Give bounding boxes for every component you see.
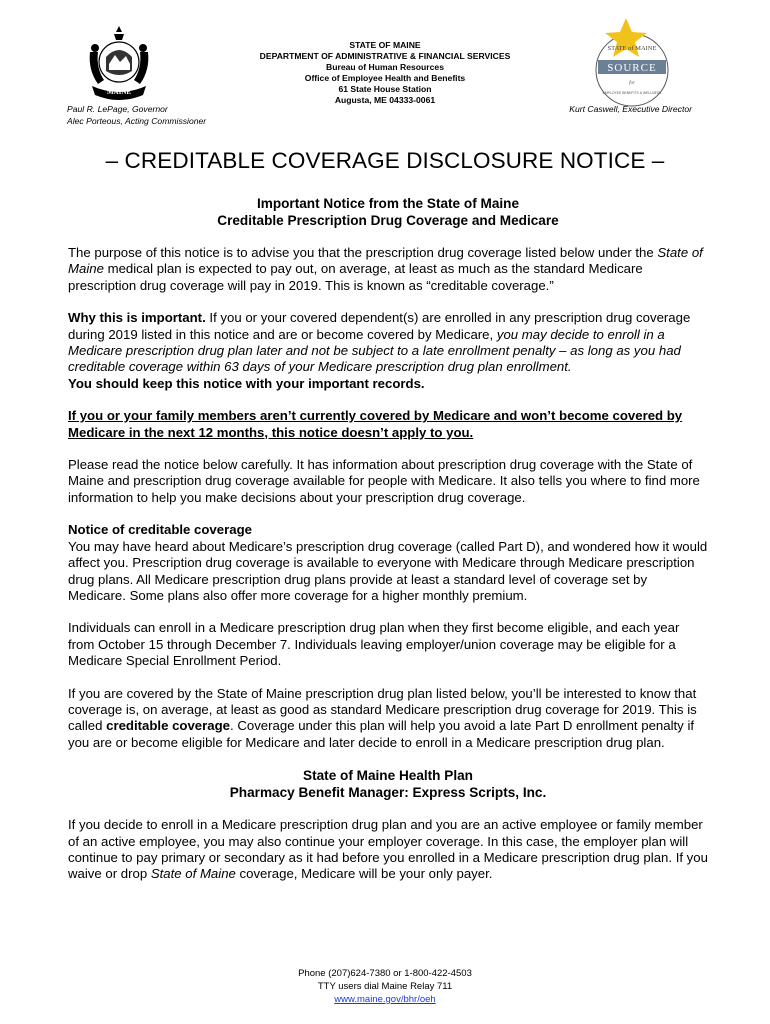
purpose-paragraph (68, 245, 708, 294)
italic-span: State of Maine (150, 866, 236, 882)
footer-contact (0, 967, 770, 1006)
italic-span: you may decide to enroll in a Medicare prescription drug plan later and not be subject to a late enrollment penalty – as long as you had creditable coverage within 63 days of your Medicare prescription drug plan enrollment. (68, 326, 681, 375)
state-name: STATE OF MAINE (349, 40, 421, 50)
officials-left (67, 104, 206, 127)
keep-notice-text: You should keep this notice with your important records. (68, 375, 425, 391)
text-span: . Coverage under this plan will help you avoid a late Part D enrollment penalty if you are or become eligible for Medicare and later decide to enroll in a Medicare prescription drug plan. (68, 718, 695, 750)
section-heading: Notice of creditable coverage (68, 522, 252, 538)
active-employee-paragraph (68, 817, 708, 883)
footer-phone: Phone (207)624-7380 or 1-800-422-4503 (298, 968, 472, 979)
text-span: If you decide to enroll in a Medicare prescription drug plan and you are an active employee or family member of an active employee, you may also continue your employer coverage. In this case, the employer plan will continue to pay primary or secondary as it had before you enrolled in a Medicare prescription drug plan. If you waive or drop (68, 817, 708, 882)
bold-span: Why this is important. (68, 310, 206, 326)
applicability-paragraph: If you or your family members aren’t currently covered by Medicare and won’t become covered by Medicare in the next 12 months, this notice doesn’t apply to you. (68, 408, 683, 440)
notice-body (68, 195, 708, 899)
section-text: You may have heard about Medicare’s prescription drug coverage (called Part D), and wondered how it would affect you. Prescription drug coverage is available to everyone with Medicare through Medicare prescription drug plans. All Medicare prescription drug plans provide at least a standard level of coverage set by Medicare. Some plans also offer more coverage for a higher monthly premium. (68, 538, 708, 603)
plan-name: State of Maine Health Plan (303, 768, 473, 784)
office-name: Office of Employee Health and Benefits (304, 73, 466, 83)
subtitle-line-1: Important Notice from the State of Maine (256, 196, 520, 211)
read-carefully-paragraph: Please read the notice below carefully. It has information about prescription drug coverage with the State of Maine and prescription drug coverage available for people with Medicare. It also tells you where to find more information to help you make decisions about your prescription drug coverage. (68, 457, 700, 505)
text-span: If you are covered by the State of Maine prescription drug plan listed below, you’ll be interested to know that coverage is, on average, at least as good as standard Medicare prescription drug coverage for 2019. This is called (68, 685, 697, 734)
governor-name: Paul R. LePage, Governor (67, 104, 168, 114)
plan-info (68, 767, 708, 801)
notice-title: – CREDITABLE COVERAGE DISCLOSURE NOTICE – (105, 148, 665, 173)
notice-subtitle (68, 195, 708, 229)
italic-span: State of Maine (68, 245, 703, 277)
street-address: 61 State House Station (338, 84, 432, 94)
department-header (200, 40, 570, 106)
pharmacy-benefit-manager: Pharmacy Benefit Manager: Express Scripts, Inc. (229, 785, 547, 801)
importance-paragraph (68, 310, 708, 392)
subtitle-line-2: Creditable Prescription Drug Coverage and Medicare (217, 213, 559, 228)
coverage-paragraph (68, 686, 708, 752)
text-span: If you or your covered dependent(s) are enrolled in any prescription drug coverage during 2019 listed in this notice and are or become covered by Medicare, (68, 310, 691, 342)
text-span: The purpose of this notice is to advise you that the prescription drug coverage listed below under the (68, 245, 658, 260)
creditable-coverage-section (68, 522, 708, 604)
website-link[interactable]: www.maine.gov/bhr/oeh (334, 994, 436, 1005)
svg-text:MAINE: MAINE (106, 88, 132, 96)
city-address: Augusta, ME 04333-0061 (334, 95, 436, 105)
department-name: DEPARTMENT OF ADMINISTRATIVE & FINANCIAL SERVICES (259, 51, 511, 61)
svg-text:STATE of MAINE: STATE of MAINE (607, 45, 657, 52)
enrollment-paragraph: Individuals can enroll in a Medicare prescription drug plan when they first become eligible, and each year from October 15 through December 7. Individuals leaving employer/union coverage may be eligible for a Medicare Special Enrollment Period. (68, 620, 680, 669)
svg-text:SOURCE: SOURCE (607, 62, 657, 74)
commissioner-name: Alec Porteous, Acting Commissioner (67, 115, 207, 126)
text-span: medical plan is expected to pay out, on average, at least as much as the standard Medicare prescription drug coverage will pay in 2019. This is known as “creditable coverage.” (68, 261, 643, 293)
state-seal-logo (76, 22, 162, 108)
director-name: Kurt Caswell, Executive Director (569, 104, 692, 114)
svg-text:EMPLOYEE BENEFITS & WELLNESS: EMPLOYEE BENEFITS & WELLNESS (602, 91, 662, 95)
svg-text:for: for (629, 81, 635, 86)
bureau-name: Bureau of Human Resources (326, 62, 444, 72)
source-logo (586, 16, 678, 112)
text-span: coverage, Medicare will be your only payer. (235, 866, 493, 882)
bold-span: creditable coverage (106, 718, 231, 734)
footer-tty: TTY users dial Maine Relay 711 (317, 981, 453, 992)
